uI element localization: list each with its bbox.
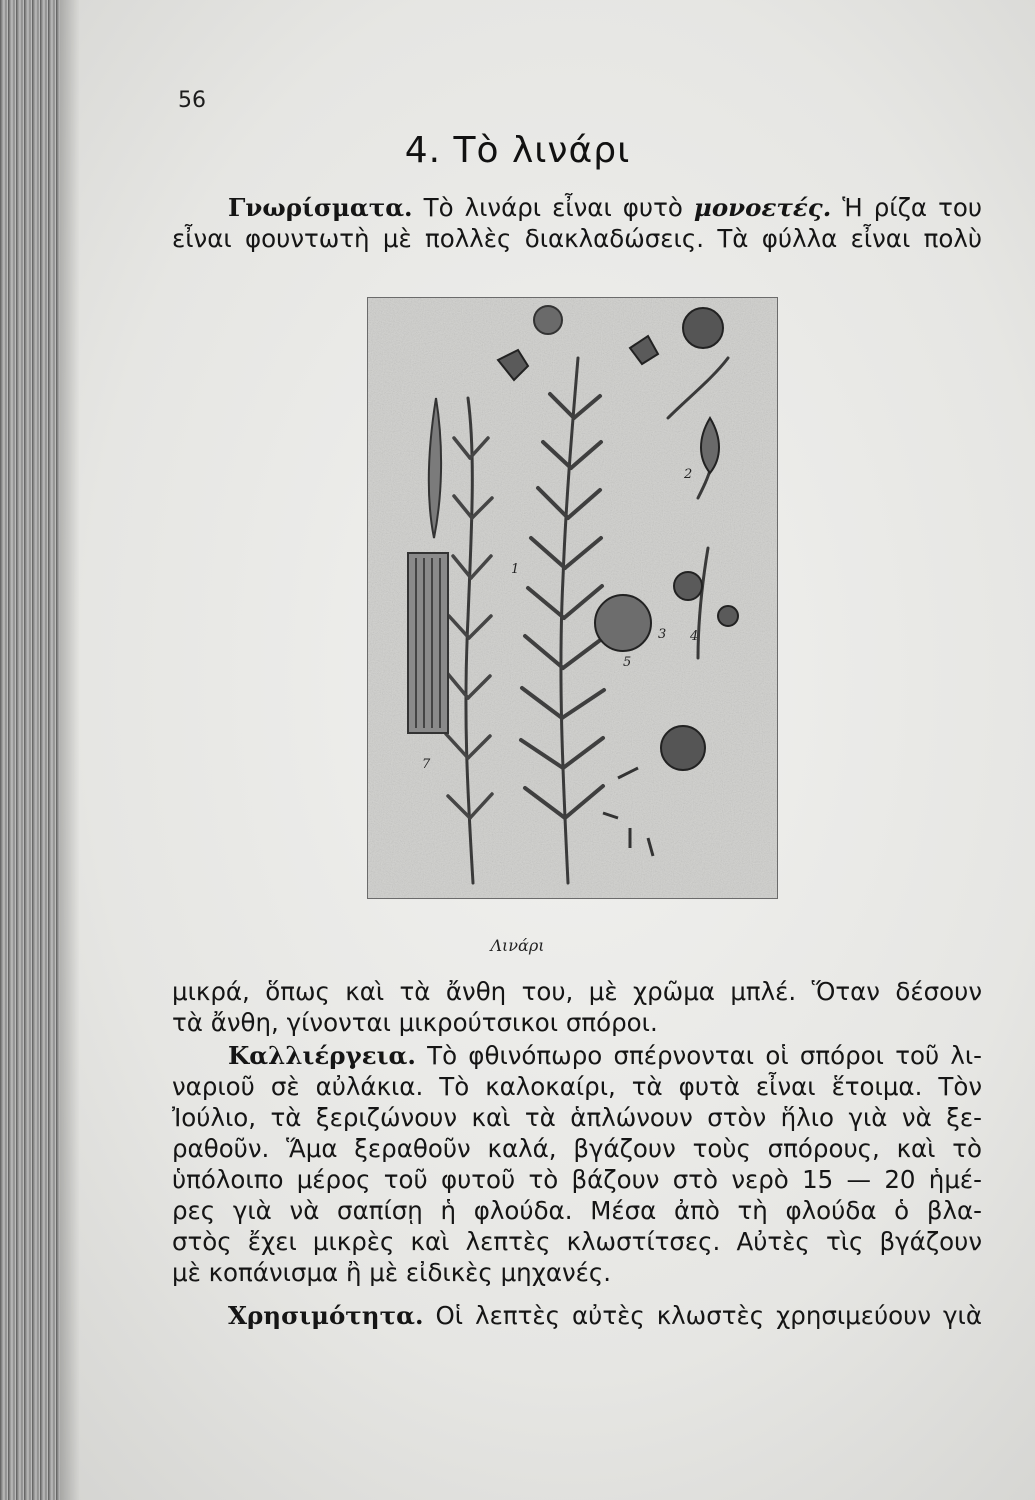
figure-label-2: 2 (684, 467, 693, 482)
chapter-title: 4. Τὸ λινάρι (404, 130, 631, 171)
intro-paragraph (172, 192, 982, 254)
intro-heading: Γνωρίσματα. (228, 193, 413, 222)
cultivation-line-4: ραθοῦν. Ἅμα ξεραθοῦν καλά, βγάζουν τοὺς σπόρους, καὶ τὸ (172, 1134, 982, 1163)
cultivation-line-8: μὲ κοπάνισμα ἢ μὲ εἰδικὲς μηχανές. (172, 1258, 612, 1287)
usefulness-line-1 (172, 1300, 982, 1331)
page-number: 56 (178, 88, 206, 113)
usefulness-paragraph (172, 1300, 982, 1331)
figure-label-5: 5 (623, 655, 632, 670)
cultivation-line-2: ναριοῦ σὲ αὐλάκια. Τὸ καλοκαίρι, τὰ φυτὰ εἶναι ἕτοιμα. Τὸν (172, 1072, 982, 1101)
flax-illustration (367, 297, 778, 899)
cultivation-paragraph (172, 1040, 982, 1288)
cultivation-line-1 (172, 1040, 982, 1071)
figure-label-3: 3 (658, 627, 667, 642)
intro-text-1a: Τὸ λινάρι εἶναι φυτὸ (423, 193, 683, 222)
flax-drawing (368, 298, 777, 898)
intro-italic-term: μονοετές. (693, 193, 832, 222)
cultivation-line-5: ὑπόλοιπο μέρος τοῦ φυτοῦ τὸ βάζουν στὸ νερὸ 15 — 20 ἡμέ- (172, 1165, 982, 1194)
figure-label-1: 1 (511, 562, 520, 577)
cultivation-text-1: Τὸ φθινόπωρο σπέρνονται οἱ σπόροι τοῦ λι- (427, 1041, 982, 1070)
after-line-2: τὰ ἄνθη, γίνονται μικρούτσικοι σπόροι. (172, 1008, 658, 1037)
usefulness-text-1: Οἱ λεπτὲς αὐτὲς κλωστὲς χρησιμεύουν γιὰ (435, 1301, 982, 1330)
intro-line-1 (172, 192, 982, 223)
page-edges (0, 0, 60, 1500)
continuation-paragraph (172, 976, 982, 1038)
intro-line-2: εἶναι φουντωτὴ μὲ πολλὲς διακλαδώσεις. Τὰ φύλλα εἶναι πολὺ (172, 224, 982, 253)
cultivation-line-6: ρες γιὰ νὰ σαπίσῃ ἡ φλούδα. Μέσα ἀπὸ τὴ φλούδα ὁ βλα- (172, 1196, 982, 1225)
intro-text-1b: Ἡ ρίζα του (842, 193, 983, 222)
usefulness-heading: Χρησιμότητα. (228, 1301, 424, 1330)
figure-label-4: 4 (690, 629, 699, 644)
after-line-1: μικρά, ὅπως καὶ τὰ ἄνθη του, μὲ χρῶμα μπλέ. Ὅταν δέσουν (172, 977, 982, 1006)
figure-label-7: 7 (422, 757, 431, 772)
cultivation-heading: Καλλιέργεια. (228, 1041, 416, 1070)
cultivation-line-3: Ἰούλιο, τὰ ξεριζώνουν καὶ τὰ ἁπλώνουν στὸν ἥλιο γιὰ νὰ ξε- (172, 1103, 982, 1132)
figure-caption: Λινάρι (490, 936, 545, 955)
cultivation-line-7: στὸς ἔχει μικρὲς καὶ λεπτὲς κλωστίτσες. Αὐτὲς τὶς βγάζουν (172, 1227, 982, 1256)
